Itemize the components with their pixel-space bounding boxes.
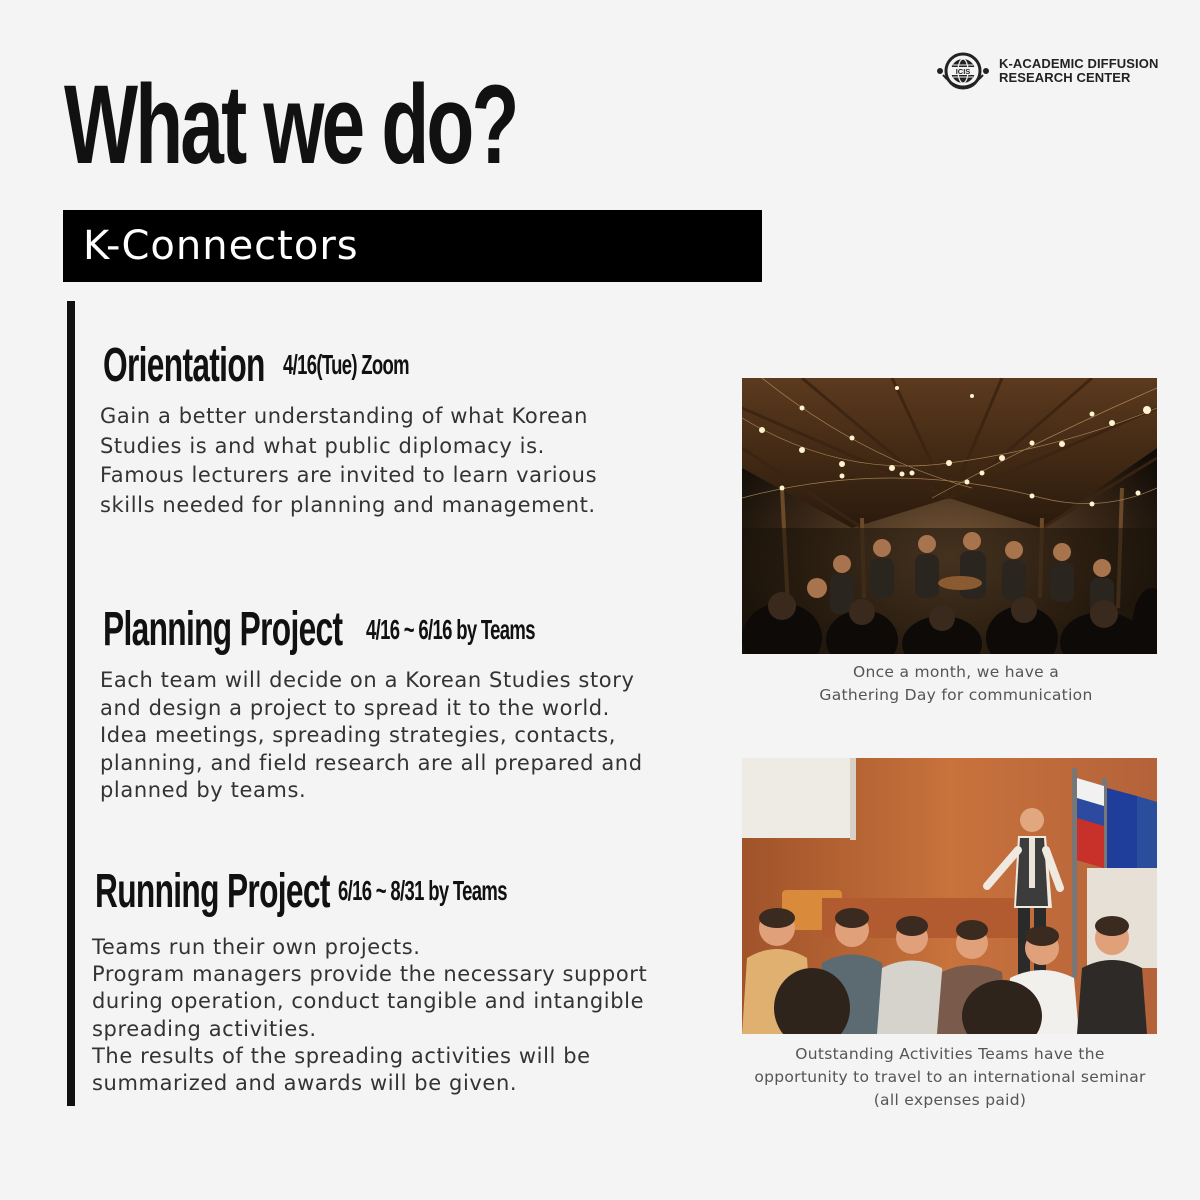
logo-text	[999, 57, 1158, 85]
section-title-text: Orientation	[103, 339, 265, 392]
center-logo	[935, 48, 1185, 94]
gathering-photo-illustration	[742, 378, 1157, 654]
section-title-planning	[103, 602, 342, 658]
timeline-rule	[67, 301, 75, 1106]
logo-line-2: RESEARCH CENTER	[999, 70, 1131, 85]
section-title-orientation	[103, 338, 265, 394]
page-title: What we do?	[64, 62, 517, 187]
seminar-photo-illustration	[742, 758, 1157, 1034]
section-date-planning: 4/16 ~ 6/16 by Teams	[366, 614, 535, 645]
seminar-caption: Outstanding Activities Teams have the opportunity to travel to an international seminar (all expenses paid)	[754, 1045, 1146, 1109]
program-banner	[63, 210, 762, 282]
section-body-orientation: Gain a better understanding of what Korean Studies is and what public diplomacy is. Famous lecturers are invited to learn various skills needed for planning and management.	[100, 404, 598, 517]
section-date-running: 6/16 ~ 8/31 by Teams	[338, 875, 507, 906]
logo-mark-text: ICIS	[955, 67, 971, 76]
section-title-running	[95, 864, 330, 920]
logo-line-1: K-ACADEMIC DIFFUSION	[999, 56, 1159, 71]
section-date-orientation: 4/16(Tue) Zoom	[283, 349, 409, 380]
gathering-day-photo	[742, 378, 1157, 654]
globe-logo-icon	[935, 48, 991, 94]
program-name: K-Connectors	[83, 223, 359, 269]
section-title-text: Running Project	[95, 865, 330, 918]
gathering-day-caption: Once a month, we have a Gathering Day for communication	[819, 663, 1093, 704]
seminar-photo	[742, 758, 1157, 1034]
section-body-planning: Each team will decide on a Korean Studies story and design a project to spread it to the world. Idea meetings, spreading strategies, contacts, planning, and field research are all prepared and planned by teams.	[100, 668, 643, 802]
section-body-running: Teams run their own projects. Program managers provide the necessary support during operation, conduct tangible and intangible spreading activities. The results of the spreading activities will be summarized and awards will be given.	[92, 935, 648, 1096]
section-title-text: Planning Project	[103, 603, 343, 656]
